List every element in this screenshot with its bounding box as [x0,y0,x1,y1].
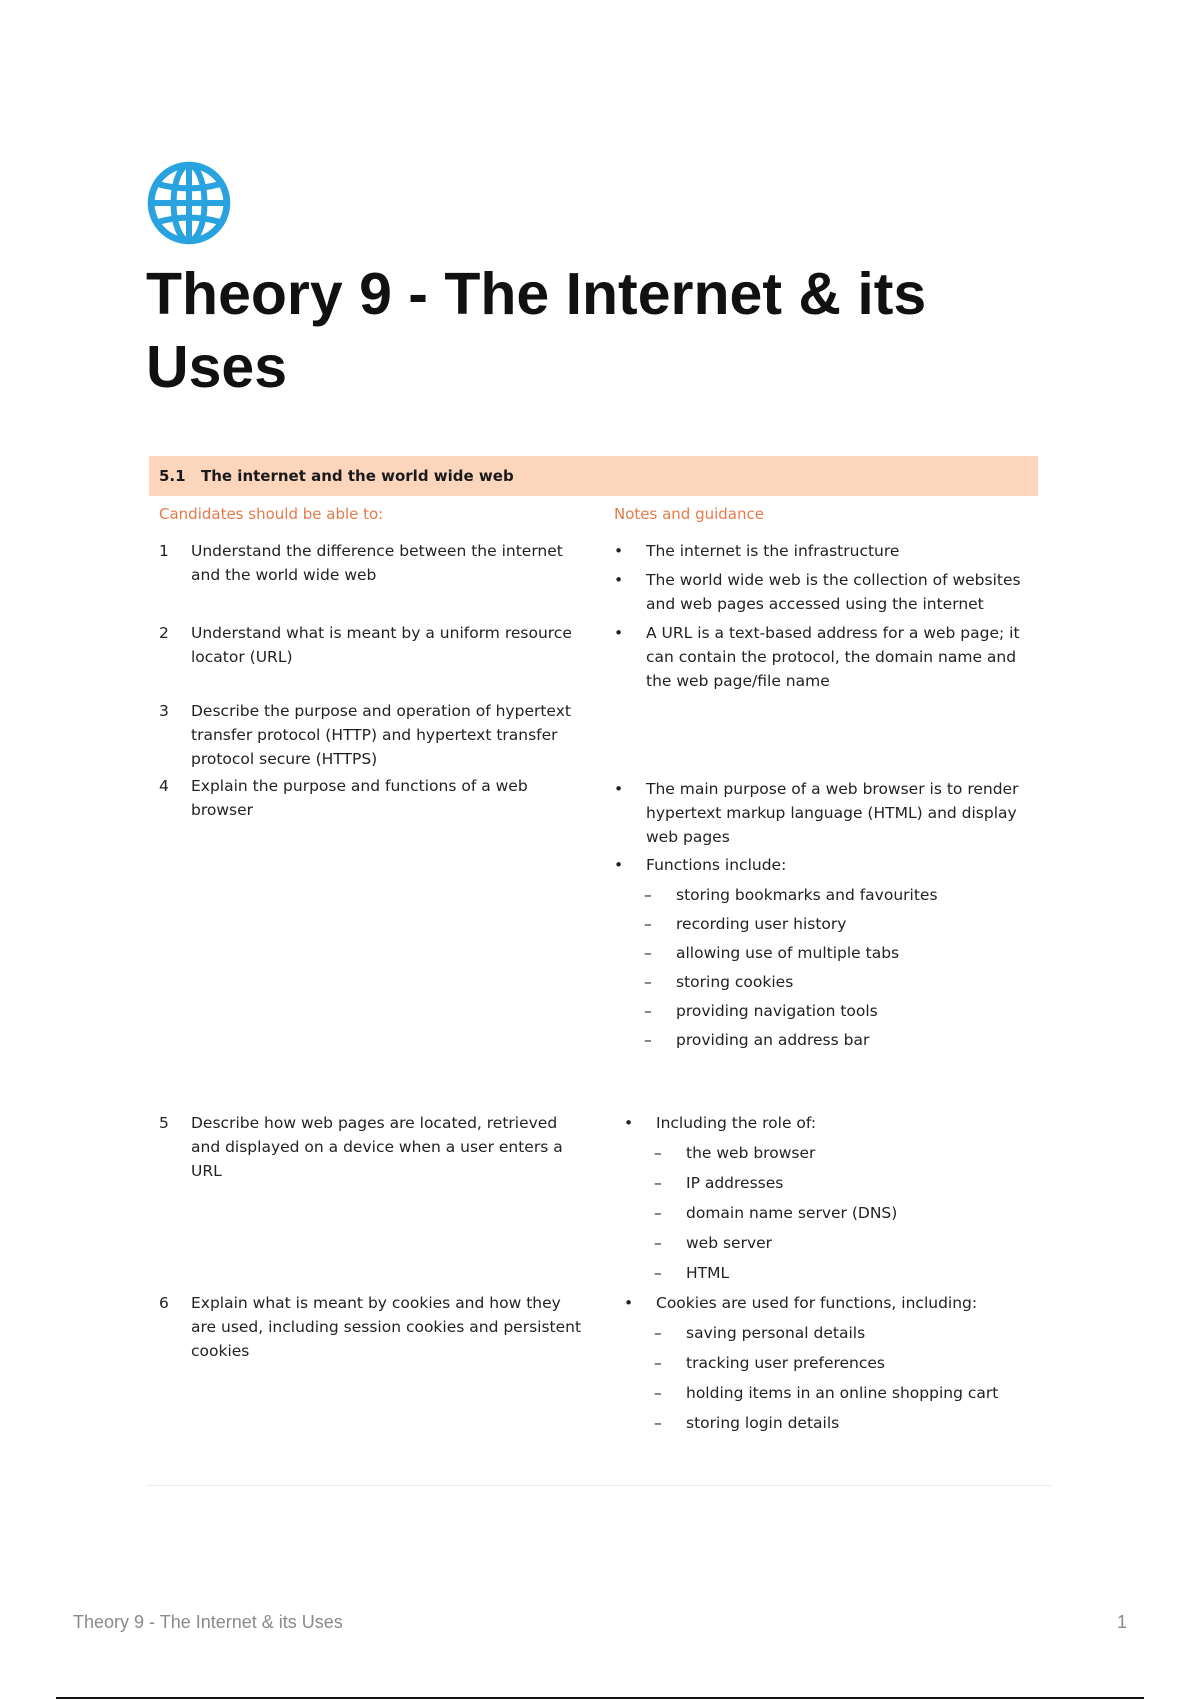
note-bullet [614,777,1024,849]
subitem-text: web server [686,1234,773,1252]
dash-icon: – [654,1174,662,1192]
note-subitem [644,912,846,936]
subitem-text: storing cookies [676,973,794,991]
objective-number: 4 [159,777,169,795]
note-bullet [624,1291,1034,1315]
section-header [149,456,1038,496]
bullet-icon: • [614,571,624,589]
dash-icon: – [654,1384,662,1402]
dash-icon: – [654,1354,662,1372]
section-title: The internet and the world wide web [201,467,514,485]
objective-number: 6 [159,1294,169,1312]
subitem-text: allowing use of multiple tabs [676,944,900,962]
dash-icon: – [654,1264,662,1282]
page-title: Theory 9 - The Internet & its Uses [146,261,927,400]
bullet-icon: • [614,624,624,642]
note-text: Cookies are used for functions, including: [656,1294,978,1312]
globe-icon [146,160,232,246]
objective-text: Explain the purpose and functions of a web browser [191,777,528,819]
page-number: 1 [1116,1612,1127,1632]
note-text: A URL is a text-based address for a web page; it can contain the protocol, the domain name and the web page/file name [646,624,1020,690]
bullet-icon: • [614,780,624,798]
dash-icon: – [644,973,652,991]
objective-row [159,774,584,822]
note-subitem [644,883,938,907]
subitem-text: the web browser [686,1144,816,1162]
bottom-rule [56,1697,1144,1699]
objective-row [159,621,584,669]
note-bullet [614,539,1024,563]
note-subitem [654,1411,839,1435]
subitem-text: saving personal details [686,1324,866,1342]
dash-icon: – [644,1002,652,1020]
note-subitem [654,1381,998,1405]
note-text: The internet is the infrastructure [646,542,900,560]
note-bullet [624,1111,1034,1135]
subitem-text: providing an address bar [676,1031,870,1049]
dash-icon: – [654,1144,662,1162]
note-text: The world wide web is the collection of websites and web pages accessed using the internet [646,571,1021,613]
note-subitem [654,1171,783,1195]
subitem-text: storing login details [686,1414,840,1432]
note-subitem [644,941,899,965]
column-heading-candidates: Candidates should be able to: [159,505,384,523]
column-heading-notes: Notes and guidance [614,505,764,523]
note-subitem [654,1261,729,1285]
note-bullet [614,568,1024,616]
note-subitem [644,970,793,994]
note-subitem [654,1141,815,1165]
note-text: The main purpose of a web browser is to render hypertext markup language (HTML) and display web pages [646,780,1019,846]
note-subitem [654,1351,885,1375]
dash-icon: – [644,915,652,933]
dash-icon: – [654,1324,662,1342]
dash-icon: – [644,944,652,962]
objective-row [159,1111,584,1183]
subitem-text: holding items in an online shopping cart [686,1384,999,1402]
note-subitem [654,1201,897,1225]
dash-icon: – [654,1234,662,1252]
bullet-icon: • [624,1294,634,1312]
section-divider [146,1485,1052,1486]
note-text: Functions include: [646,856,787,874]
footer-title: Theory 9 - The Internet & its Uses [73,1612,343,1632]
objective-number: 1 [159,542,169,560]
note-subitem [654,1321,865,1345]
objective-number: 2 [159,624,169,642]
section-number: 5.1 [159,467,186,485]
objective-row [159,699,584,771]
objective-text: Describe how web pages are located, retrieved and displayed on a device when a user enters a URL [191,1114,563,1180]
bullet-icon: • [614,856,624,874]
objective-number: 5 [159,1114,169,1132]
note-bullet [614,621,1024,693]
objective-number: 3 [159,702,169,720]
subitem-text: domain name server (DNS) [686,1204,898,1222]
objective-row [159,1291,584,1363]
objective-row [159,539,584,587]
dash-icon: – [654,1414,662,1432]
subitem-text: IP addresses [686,1174,784,1192]
note-subitem [654,1231,772,1255]
note-subitem [644,999,878,1023]
dash-icon: – [654,1204,662,1222]
subitem-text: recording user history [676,915,847,933]
bullet-icon: • [614,542,624,560]
objective-text: Understand what is meant by a uniform resource locator (URL) [191,624,572,666]
bullet-icon: • [624,1114,634,1132]
subitem-text: providing navigation tools [676,1002,878,1020]
objective-text: Explain what is meant by cookies and how they are used, including session cookies and persistent cookies [191,1294,582,1360]
subitem-text: storing bookmarks and favourites [676,886,938,904]
note-subitem [644,1028,869,1052]
objective-text: Understand the difference between the internet and the world wide web [191,542,563,584]
subitem-text: tracking user preferences [686,1354,886,1372]
subitem-text: HTML [686,1264,730,1282]
note-bullet [614,853,1024,877]
dash-icon: – [644,886,652,904]
note-text: Including the role of: [656,1114,817,1132]
objective-text: Describe the purpose and operation of hypertext transfer protocol (HTTP) and hypertext transfer protocol secure (HTTPS) [191,702,571,768]
dash-icon: – [644,1031,652,1049]
